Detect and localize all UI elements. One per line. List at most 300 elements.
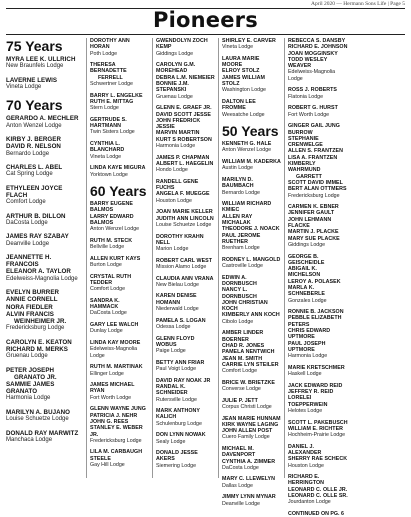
lodge-name: Vineta Lodge	[90, 153, 122, 160]
member-entry	[90, 62, 149, 87]
member-entry	[156, 432, 215, 445]
lodge-name: Austin Lodge	[222, 165, 253, 172]
lodge-name: Anton Wenzel Lodge	[90, 226, 140, 233]
member-entry	[6, 289, 83, 332]
member-name: WILLIAM RICHARD KMIEC	[222, 201, 272, 214]
member-entry	[6, 409, 83, 423]
member-entry	[288, 123, 348, 199]
lodge-name: Manchaca Lodge	[6, 436, 53, 443]
member-name: JENNIFER GAULT	[288, 210, 335, 217]
member-entry	[222, 380, 281, 393]
lodge-name: Twin Sisters Lodge	[90, 129, 135, 136]
lodge-name: New Braunfels Lodge	[6, 63, 64, 70]
lodge-name: Cibolo Lodge	[222, 318, 254, 325]
member-name: EVELYN BURRER	[6, 289, 60, 297]
member-entry	[156, 258, 215, 271]
years-heading: 60 Years	[90, 183, 147, 200]
member-name: RICHARD E. HERRINGTON	[288, 474, 325, 487]
member-name: LORELEI TOEPPERWEIN	[288, 395, 328, 408]
member-name: JOHN CHRISTIAN KOCH	[222, 299, 268, 313]
lodge-name: Gruenau Lodge	[6, 353, 48, 360]
member-entry	[288, 420, 348, 439]
member-name: JAMES WILLIAM STOLZ	[222, 74, 266, 88]
member-entry	[156, 155, 215, 174]
member-name: MARY C. LLEWELYN	[222, 476, 275, 483]
member-name: WEINHEIMER JR.	[14, 317, 67, 325]
member-name: ROSS J. ROBERTS	[288, 87, 338, 94]
member-name: BRICE W. BRIETZKE	[222, 379, 275, 386]
member-entry	[90, 298, 149, 317]
member-entry	[288, 309, 348, 359]
member-entry	[90, 406, 149, 444]
member-name: KIRBY J. BERGER	[6, 136, 61, 144]
member-name: CLAUDIA ANN VRANA	[156, 275, 214, 282]
member-name: JOHN FREDRICK JESSIE	[156, 117, 201, 131]
lodge-name: Weesatche Lodge	[222, 111, 265, 118]
member-entry	[222, 446, 281, 471]
member-name: JUDITH ANN LINCOLN	[156, 215, 214, 222]
member-name: LINDA KAY MOORE	[90, 339, 141, 346]
member-name: ABIGAIL K. MICHELSON	[288, 266, 321, 279]
lodge-name: Fredericksburg Lodge	[288, 192, 340, 199]
continued-note: CONTINUED ON PG. 6	[288, 510, 344, 517]
member-entry	[222, 275, 281, 325]
member-entry	[156, 179, 215, 204]
member-name: NANCY L. DORNBUSCH	[222, 287, 257, 300]
lodge-name: Bernardo Lodge	[222, 189, 260, 196]
member-entry	[222, 494, 281, 507]
lodge-name: Poth Lodge	[90, 50, 118, 57]
lodge-name: Harmonia Lodge	[156, 143, 196, 150]
lodge-name: Vineta Lodge	[6, 83, 42, 90]
member-name: PAMELA S. LOGAN	[156, 317, 206, 324]
lodge-name: Fredericksburg Lodge	[90, 437, 142, 444]
lodge-name: Louise Schuetze Lodge	[156, 221, 212, 228]
member-entry	[222, 257, 281, 270]
member-name: MARILYN D. BAUMBACH	[222, 176, 254, 190]
member-name: BARRY EUGENE BALMOS	[90, 201, 133, 214]
member-name: ANNIE CORNELL	[6, 296, 58, 304]
member-name: NORA FIEDLER	[6, 303, 53, 311]
member-name: GINGER GAIL JUNG BURROW	[288, 123, 340, 136]
member-name: DAVID RAY NOAK JR	[156, 377, 211, 384]
member-name: EDWIN A. DORNBUSCH	[222, 274, 257, 287]
member-name: DON LYNN NOWAK	[156, 432, 206, 439]
member-name: RICHARD E. JOHNSON	[288, 44, 348, 51]
lodge-name: Cat Spring Lodge	[6, 171, 53, 178]
member-name: PEBBLE ELIZABETH PETERS	[288, 315, 342, 328]
lodge-name: Deanville Lodge	[222, 500, 260, 507]
member-name: JOHN LEHMANN FLACKE	[288, 216, 332, 230]
member-name: MARLA K. SCHNEBERLE	[288, 284, 325, 298]
member-entry	[90, 256, 149, 269]
member-name: ROBERT G. HURST	[288, 105, 338, 112]
lodge-name: DaCosta Lodge	[90, 310, 127, 317]
lodge-name: Harmonia Lodge	[6, 395, 51, 402]
member-name: JAMES P. CHAPMAN	[156, 154, 210, 161]
member-name: JOHN G. REES	[90, 418, 129, 425]
member-name: JACK EDWARD REID	[288, 382, 343, 389]
lodge-name: Brenham Lodge	[222, 245, 260, 252]
member-name: ELROY STOLZ	[222, 68, 260, 75]
member-name: PAUL JEROME RUETHER	[222, 232, 261, 245]
lodge-name: Louise Schuetze Lodge	[6, 416, 69, 423]
member-name: DALTON LEE FROMME	[222, 98, 256, 112]
lodge-name: Helotes Lodge	[288, 407, 323, 414]
member-name: JAMES MICHAEL RYAN	[90, 382, 135, 395]
member-name: JOHN ALLEN POST	[222, 428, 273, 435]
lodge-name: Comfort Lodge	[6, 199, 46, 206]
member-name: SANDRA K. HAMMACK	[90, 297, 120, 311]
lodge-name: DaCosta Lodge	[6, 219, 48, 226]
member-entry	[222, 99, 281, 118]
column-3	[153, 38, 219, 478]
member-entry	[90, 274, 149, 293]
lodge-name: Edelweiss-Magnolia Lodge	[288, 69, 336, 82]
member-name: RONNIE B. JACKSON	[288, 309, 344, 316]
member-entry	[6, 164, 83, 178]
member-entry	[6, 430, 83, 444]
member-name: LEONARD C. OLLE JR.	[288, 486, 348, 493]
member-entry	[156, 318, 215, 331]
lodge-name: Giddings Lodge	[156, 50, 194, 57]
lodge-name: Niederwald Lodge	[156, 306, 199, 313]
member-name: ROBERT CARL WEST	[156, 257, 213, 264]
member-entry	[6, 185, 83, 206]
member-name: FERRELL	[98, 74, 123, 81]
member-name: GEORGE B. GEISCHEIDLE	[288, 253, 325, 266]
lodge-name: Rutersville Lodge	[156, 396, 197, 403]
member-name: THEODORE J. NOACK	[222, 226, 280, 233]
member-entry	[156, 336, 215, 355]
member-entry	[6, 77, 83, 91]
title-rule	[6, 34, 405, 35]
member-name: ALLEN RAY MICHALAK	[222, 213, 253, 227]
lodge-name: Anton Wenzel Lodge	[222, 147, 272, 154]
member-name: DOROTHY KRAHN NELL	[156, 233, 204, 246]
member-entry	[156, 378, 215, 403]
member-name: BARRY L. ENGELKE	[90, 92, 143, 99]
member-name: WILLIAM M. KADERKA	[222, 159, 281, 166]
member-name: JEAN MARIE HUNNAM	[222, 415, 281, 422]
member-entry	[6, 339, 83, 360]
member-entry	[6, 115, 83, 129]
member-name: CARRIE LYN STEILER	[222, 361, 279, 368]
member-name: BETTY ANN FRIAR	[156, 359, 205, 366]
lodge-name: Gonzales Lodge	[288, 297, 327, 304]
member-name: KIMBERLY ANN KOCH	[222, 312, 280, 319]
member-name: JAMES RAY SZABAY	[6, 233, 69, 241]
member-entry	[288, 383, 348, 415]
lodge-name: Paige Lodge	[156, 348, 186, 355]
member-entry	[6, 56, 83, 70]
lodge-name: Comfort Lodge	[222, 368, 258, 375]
member-entry	[288, 38, 348, 82]
lodge-name: Haskell Lodge	[288, 371, 322, 378]
member-name: DEBRA L.M. NIEMEIER	[156, 74, 215, 81]
lodge-name: Dallas Lodge	[222, 482, 253, 489]
member-name: LISA A. FRANTZEN	[288, 154, 338, 161]
member-entry	[222, 330, 281, 374]
member-entry	[222, 476, 281, 489]
lodge-name: Houston Lodge	[156, 197, 192, 204]
years-heading: 50 Years	[222, 123, 279, 140]
lodge-name: Mission Alamo Lodge	[156, 263, 207, 270]
member-entry	[90, 449, 149, 468]
page-title: Pioneers	[153, 8, 258, 32]
lodge-name: Corpus Christi Lodge	[222, 403, 272, 410]
lodge-name: Yorktown Lodge	[90, 171, 128, 178]
member-entry	[90, 238, 149, 251]
member-name: LINDA KAYE MIGURA	[90, 165, 146, 172]
member-name: DAVID SCOTT JESSE	[156, 111, 211, 118]
member-name: ANGELA F. MUEGGE	[156, 191, 210, 198]
member-entry	[90, 364, 149, 377]
member-name: ALVIN FRANCIS	[6, 310, 54, 318]
member-entry	[288, 254, 348, 304]
member-name: PAUL JOSEPH UPTMORE	[288, 340, 326, 353]
column-4	[219, 38, 285, 507]
member-name: JOAN MOGGINSKY	[288, 50, 338, 57]
member-name: JEANNETTE H. FRANCOIS	[6, 254, 52, 269]
lodge-name: Bellville Lodge	[90, 244, 125, 251]
member-name: KENNETH G. HALE	[222, 141, 272, 148]
member-name: CARMEN K. EBNER	[288, 204, 339, 211]
member-entry	[288, 87, 348, 100]
member-name: CHAD R. JONES	[222, 342, 265, 349]
member-entry	[6, 367, 83, 403]
member-entry	[222, 177, 281, 196]
lodge-name: Castroville Lodge	[222, 263, 263, 270]
lodge-name: Fort Worth Lodge	[288, 111, 330, 118]
member-name: RODNEY L. MANGOLD	[222, 256, 281, 263]
member-entry	[6, 136, 83, 157]
member-entry	[156, 293, 215, 312]
member-entry	[90, 165, 149, 178]
member-name: JULIE P. JETT	[222, 397, 258, 404]
lodge-name: New Bielau Lodge	[156, 281, 199, 288]
member-entry	[288, 444, 348, 469]
member-name: PATRICIA J. NEHR	[90, 412, 138, 419]
member-entry	[156, 209, 215, 228]
member-name: KIMBERLY WAHRMUND	[288, 161, 321, 174]
member-name: LEONARD C. OLLE SR.	[288, 493, 348, 500]
member-name: MARVIN MARTIN	[156, 130, 200, 137]
member-entry	[222, 38, 281, 51]
member-name: LEROY A. POLASEK	[288, 278, 341, 285]
lodge-name: Marion Lodge	[156, 246, 189, 253]
member-name: GLENN WAYNE JUNG	[90, 406, 146, 413]
member-entry	[90, 340, 149, 359]
lodge-name: Schwertner Lodge	[90, 81, 133, 88]
member-entry	[90, 382, 149, 401]
lodge-name: Jourdanton Lodge	[288, 499, 331, 506]
member-entry	[156, 105, 215, 149]
member-name: GRANATO JR.	[14, 373, 57, 381]
lodge-name: Fredericksburg Lodge	[6, 325, 65, 332]
member-name: GERARDO A. MECHLER	[6, 115, 79, 123]
lodge-name: Houston Lodge	[288, 462, 324, 469]
lodge-name: Bernardo Lodge	[6, 150, 50, 157]
member-name: ALLEN S. FRANTZEN	[288, 148, 343, 155]
lodge-name: Odessa Lodge	[156, 323, 191, 330]
member-name: WILLIAM E. RICHTER	[288, 425, 344, 432]
member-name: MARY SUE PLACKE	[288, 235, 340, 242]
member-name: KIRK WAYNE LAGING	[222, 421, 279, 428]
member-name: RUTH M. STECK	[90, 237, 133, 244]
member-entry	[6, 213, 83, 227]
member-name: LAVERNE LEWIS	[6, 76, 58, 84]
member-name: CHRIS EDWARD UPTMORE	[288, 328, 331, 341]
lodge-name: Edelweiss-Magnolia Lodge	[90, 346, 138, 359]
member-name: MARILYN A. BUJANO	[6, 408, 70, 416]
lodge-name: Schulenburg Lodge	[156, 420, 202, 427]
member-entry	[156, 38, 215, 57]
years-heading: 75 Years	[6, 38, 63, 54]
lodge-name: Gay Hill Lodge	[90, 462, 125, 468]
member-entry	[222, 416, 281, 441]
member-entry	[156, 408, 215, 427]
member-entry	[156, 276, 215, 289]
member-name: STANLEY E. WEBER JR.	[90, 425, 143, 438]
lodge-name: Deanville Lodge	[6, 240, 50, 247]
member-entry	[90, 201, 149, 233]
lodge-name: Ellinger Lodge	[90, 370, 124, 377]
lodge-name: Cuero Family Lodge	[222, 434, 270, 441]
member-name: CYNTHIA L. BLANCHARD	[90, 141, 125, 154]
member-name: ETHYLEEN JOYCE FLACH	[6, 184, 63, 199]
member-name: RUTH M. MARTINAK	[90, 364, 143, 371]
member-entry	[222, 159, 281, 172]
member-name: SHERRY RAE SCHECK	[288, 456, 348, 463]
member-entry	[90, 141, 149, 160]
lodge-name: Hochheim-Prairie Lodge	[288, 432, 346, 439]
member-name: SCOTT DAVID IMMEL	[288, 179, 343, 186]
member-name: SCOTT L. PAKEBUSCH	[288, 419, 348, 426]
lodge-name: Giddings Lodge	[288, 241, 326, 248]
years-heading: 70 Years	[6, 97, 63, 114]
member-name: LAURA MARIE MOORE	[222, 55, 260, 69]
member-name: AMBER LINDER BOERNER	[222, 330, 264, 343]
member-name: GLENN E. GRAEF JR.	[156, 105, 212, 112]
member-name: ALLEN KURT KAYS	[90, 255, 141, 262]
member-entry	[288, 474, 348, 506]
lodge-name: Siemering Lodge	[156, 462, 197, 469]
lodge-name: Edelweiss-Magnolia Lodge	[6, 275, 78, 282]
lodge-name: Dunlay Lodge	[90, 328, 123, 335]
member-entry	[222, 56, 281, 94]
member-name: CRYSTAL RUTH TEDDER	[90, 273, 132, 286]
member-entry	[222, 398, 281, 411]
member-entry	[156, 62, 215, 100]
columns-container	[6, 38, 405, 517]
lodge-name: Fort Worth Lodge	[90, 394, 132, 401]
member-entry	[156, 450, 215, 469]
member-name: LARRY EDWARD BALMOS	[90, 213, 134, 227]
member-name: GWENDOLYN ZOCH KEMP	[156, 38, 208, 51]
lodge-name: Gruenau Lodge	[156, 93, 193, 100]
member-name: RUTH E. MITTAG	[90, 98, 134, 105]
member-entry	[6, 254, 83, 283]
member-name: BERT ALAN OTTMERS	[288, 186, 347, 193]
lodge-name: Washington Lodge	[222, 87, 266, 94]
lodge-name: DaCosta Lodge	[222, 464, 259, 471]
member-name: SHIRLEY E. CARVER	[222, 38, 276, 44]
lodge-name: Converse Lodge	[222, 386, 261, 393]
member-entry	[90, 117, 149, 136]
member-name: PETER JOSEPH	[6, 366, 55, 374]
lodge-name: Sealy Lodge	[156, 438, 186, 445]
member-name: RANDELL GENE FUCHS	[156, 178, 199, 192]
lodge-name: Anton Wenzel Lodge	[6, 122, 62, 129]
member-name: THERESA BERNADETTE	[90, 62, 127, 75]
member-entry	[90, 322, 149, 335]
lodge-name: Harmonia Lodge	[288, 353, 328, 360]
member-entry	[222, 141, 281, 154]
member-name: CHARLES L. ABEL	[6, 164, 63, 172]
column-2	[87, 38, 153, 478]
member-name: STEPHANIE CRENWELGE	[288, 135, 323, 149]
member-name: JIMMY LYNN MYNAR	[222, 494, 276, 501]
member-entry	[90, 38, 149, 57]
member-name: CAROLYN G.M. MOREHEAD	[156, 62, 196, 75]
member-name: DONALD RAY MARWITZ	[6, 429, 79, 437]
member-name: DONALD JESSE AKERS	[156, 450, 198, 463]
lodge-name: Stern Lodge	[90, 105, 119, 112]
member-name: JEFFREY R. REID	[288, 389, 334, 396]
lodge-name: Vineta Lodge	[222, 44, 254, 51]
member-name: TODD WESLEY WEAVER	[288, 56, 328, 70]
member-name: BONNIE J.M. STEPANSKI	[156, 81, 189, 94]
member-entry	[288, 105, 348, 118]
member-entry	[156, 360, 215, 373]
lodge-name: Paul Voigt Lodge	[156, 366, 197, 373]
member-name: GARRETT	[296, 173, 322, 180]
member-name: KAREN DENISE HOMANN	[156, 293, 197, 306]
member-name: RICHARD M. MERKS	[6, 345, 68, 353]
member-entry	[288, 365, 348, 378]
member-name: DOROTHY ANN HORAN	[90, 38, 130, 51]
column-5	[285, 38, 351, 517]
lodge-name: Comfort Lodge	[90, 286, 126, 293]
member-name: MARIE KRETSCHMER	[288, 364, 345, 371]
member-entry	[288, 204, 348, 248]
member-entry	[90, 93, 149, 112]
member-name: ALBERT L. HAEGELIN	[156, 160, 214, 167]
member-name: MYRA LEE K. ULLRICH	[6, 56, 76, 63]
member-entry	[156, 234, 215, 253]
member-name: GERTRUDE S. HARTMANN	[90, 116, 127, 130]
lodge-name: Burton Lodge	[90, 262, 122, 269]
member-name: GARY LEE WALCH	[90, 322, 139, 329]
lodge-name: Hondo Lodge	[156, 167, 188, 174]
member-name: MARTIN J. PLACKE	[288, 229, 339, 236]
member-name: JOAN MARIE KELLER	[156, 209, 213, 216]
member-name: MICHAEL M. DAVENPORT	[222, 446, 256, 459]
member-name: ARTHUR B. DILLON	[6, 212, 66, 220]
member-name: REBECCA S. DANSBY	[288, 38, 346, 44]
column-1	[6, 38, 87, 478]
member-name: RANDAL K. SCHNEIDER	[156, 383, 188, 397]
member-entry	[222, 201, 281, 251]
member-name: ELEANOR A. TAYLOR	[6, 268, 71, 276]
page-meta: April 2020 — Hermann Sons Life | Page 5	[307, 1, 405, 7]
member-name: SAMMIE JAMES GRANATO	[6, 380, 55, 396]
member-name: CYNTHIA A. ZIMMER	[222, 458, 276, 465]
member-name: KURT S ROBERTSON	[156, 136, 212, 143]
member-name: MARK ANTHONY KALICH	[156, 408, 200, 421]
member-entry	[6, 233, 83, 247]
